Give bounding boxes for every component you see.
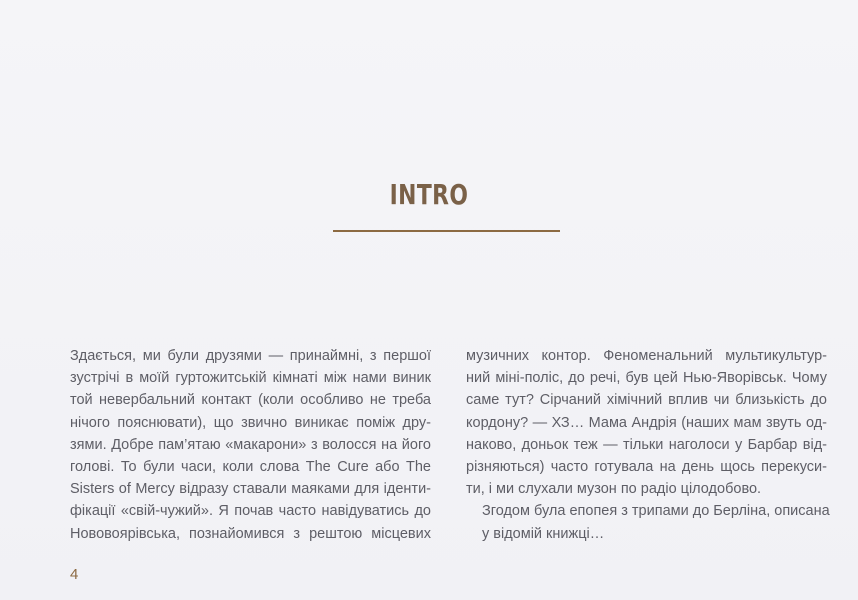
title-underline [333, 230, 560, 232]
text-line: Нововоярівська, познайомився з рештою місцевих [70, 525, 431, 542]
text-line: різняються) часто готувала на день щось перекуси- [466, 459, 827, 476]
text-line: нічого пояснювати), що звично виникає поміж дру- [70, 414, 431, 431]
text-line: кордону? — ХЗ… Мама Андрія (наших мам звуть од- [466, 414, 827, 431]
text-line: Згодом була епопея з трипами до Берліна, описана [482, 503, 830, 520]
text-line: Sisters of Mercy відразу ставали маяками для іденти- [70, 481, 431, 498]
text-line: ний міні-поліс, до речі, був цей Нью-Яворівськ. Чому [466, 370, 827, 387]
text-line: фікації «свій-чужий». Я почав часто навідуватись до [70, 503, 431, 520]
text-line: наково, доньок теж — тільки наголоси у Барбар від- [466, 436, 827, 453]
text-line: саме тут? Сірчаний хімічний вплив чи близькість до [466, 392, 827, 409]
left-paragraph [70, 345, 431, 545]
left-text-column [70, 345, 431, 545]
text-line: у відомій книжці… [482, 525, 605, 542]
right-text-column [466, 345, 830, 545]
page-title: INTRO [389, 178, 469, 211]
right-paragraph-1 [466, 345, 827, 500]
text-line: той невербальний контакт (коли особливо не треба [70, 392, 431, 409]
text-line: зями. Добре пам’ятаю «макарони» з волосся на його [70, 436, 431, 453]
text-line: музичних контор. Феноменальний мультикультур- [466, 348, 827, 364]
text-line: зустрічі в моїй гуртожитській кімнаті між нами виник [70, 370, 431, 387]
text-line: голові. То були часи, коли слова The Cure або The [70, 459, 431, 476]
text-line: Здається, ми були друзями — принаймні, з першої [70, 348, 431, 364]
page-number: 4 [70, 566, 79, 583]
text-line: ти, і ми слухали музон по радіо цілодобово. [466, 481, 762, 498]
right-paragraph-2 [466, 500, 830, 544]
